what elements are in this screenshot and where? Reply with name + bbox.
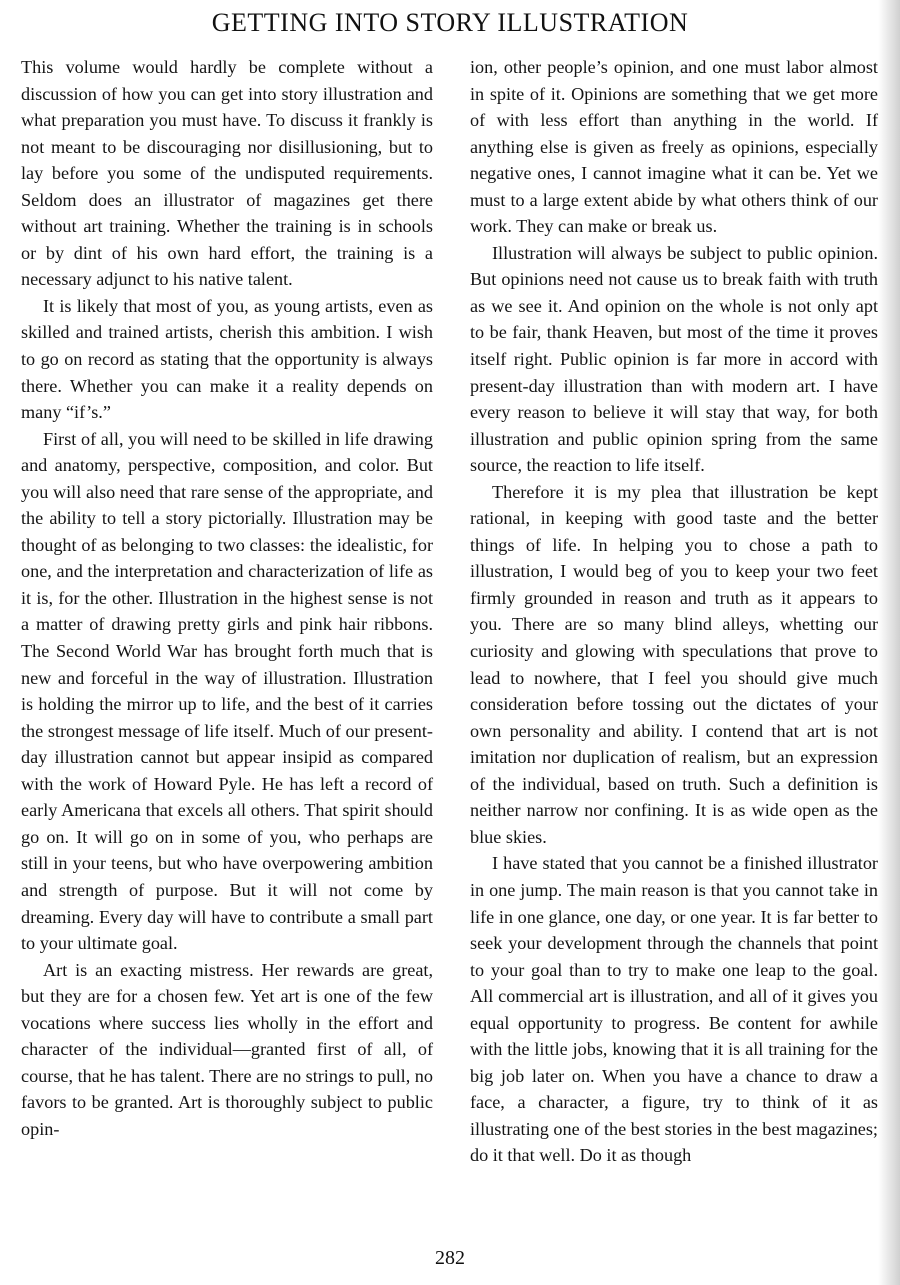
paragraph: Therefore it is my plea that illustration be kept rational, in keeping with good taste and the better things of life. In helping you to chose a path to illustration, I would beg of you to keep your two feet firmly grounded in reason and truth as it appears to you. There are so many blind alleys, whetting our curiosity and glowing with speculations that prove to lead to nowhere, that I feel you should give much consideration before tossing out the dictates of your own personality and ability. I contend that art is not imitation nor duplication of realism, but an expression of the individual, based on truth. Such a definition is neither narrow nor confining. It is as wide open as the blue skies. bbox=[470, 481, 878, 847]
paragraph: Illustration will always be subject to public opinion. But opinions need not cause us to break faith with truth as we see it. And opinion on the whole is not only apt to be fair, thank Heaven, but most of the time it proves itself right. Public opinion is far more in accord with present-day illustration than with modern art. I have every reason to believe it will stay that way, for both illustration and public opinion spring from the same source, the reaction to life itself. bbox=[470, 242, 878, 476]
paragraph: Art is an exacting mistress. Her rewards are great, but they are for a chosen few. Yet art is one of the few vocations where success lies wholly in the effort and character of the individual—granted first of all, of course, that he has talent. There are no strings to pull, no favors to be granted. Art is thoroughly subject to public opin- bbox=[21, 959, 433, 1139]
left-column bbox=[21, 54, 433, 1142]
right-column bbox=[470, 54, 878, 1169]
paragraph: This volume would hardly be complete without a discussion of how you can get into story illustration and what preparation you must have. To discuss it frankly is not meant to be discouraging nor disillusioning, but to lay before you some of the undisputed requirements. Seldom does an illustrator of magazines get there without art training. Whether the training is in schools or by dint of his own hard effort, the training is a necessary adjunct to his native talent. bbox=[21, 57, 433, 290]
paragraph: It is likely that most of you, as young artists, even as skilled and trained artists, cherish this ambition. I wish to go on record as stating that the opportunity is always there. Whether you can make it a reality depends on many “if’s.” bbox=[21, 295, 433, 423]
page-edge-shadow bbox=[878, 0, 900, 1285]
page-number: 282 bbox=[435, 1247, 465, 1269]
paragraph: I have stated that you cannot be a finished illustrator in one jump. The main reason is that you cannot take in life in one glance, one day, or one year. It is far better to seek your development through the channels that point to your goal than to try to make one leap to the goal. All commercial art is illustration, and all of it gives you equal opportunity to progress. Be content for awhile with the little jobs, knowing that it is all training for the big job later on. When you have a chance to draw a face, a character, a figure, try to think of it as illustrating one of the best stories in the best magazines; do it that well. Do it as though bbox=[470, 853, 878, 1166]
paragraph: ion, other people’s opinion, and one must labor almost in spite of it. Opinions are something that we get more of with less effort than anything in the world. If anything else is given as freely as opinions, especially negative ones, I cannot imagine what it can be. Yet we must to a large extent abide by what others think of our work. They can make or break us. bbox=[470, 57, 878, 237]
running-head: GETTING INTO STORY ILLUSTRATION bbox=[211, 8, 689, 37]
paragraph: First of all, you will need to be skilled in life drawing and anatomy, perspective, composition, and color. But you will also need that rare sense of the appropriate, and the ability to tell a story pictorially. Illustration may be thought of as belonging to two classes: the idealistic, for one, and the interpretation and characterization of life as it is, for the other. Illustration in the highest sense is not a matter of drawing pretty girls and pink hair ribbons. The Second World War has brought forth much that is new and forceful in the way of illustration. Illustration is holding the mirror up to life, and the best of it carries the strongest message of life itself. Much of our present-day illustration cannot but appear insipid as compared with the work of Howard Pyle. He has left a record of early Americana that excels all others. That spirit should go on. It will go on in some of you, who perhaps are still in your teens, but who have overpowering ambition and strength of purpose. But it will not come by dreaming. Every day will have to contribute a small part to your ultimate goal. bbox=[21, 428, 433, 954]
